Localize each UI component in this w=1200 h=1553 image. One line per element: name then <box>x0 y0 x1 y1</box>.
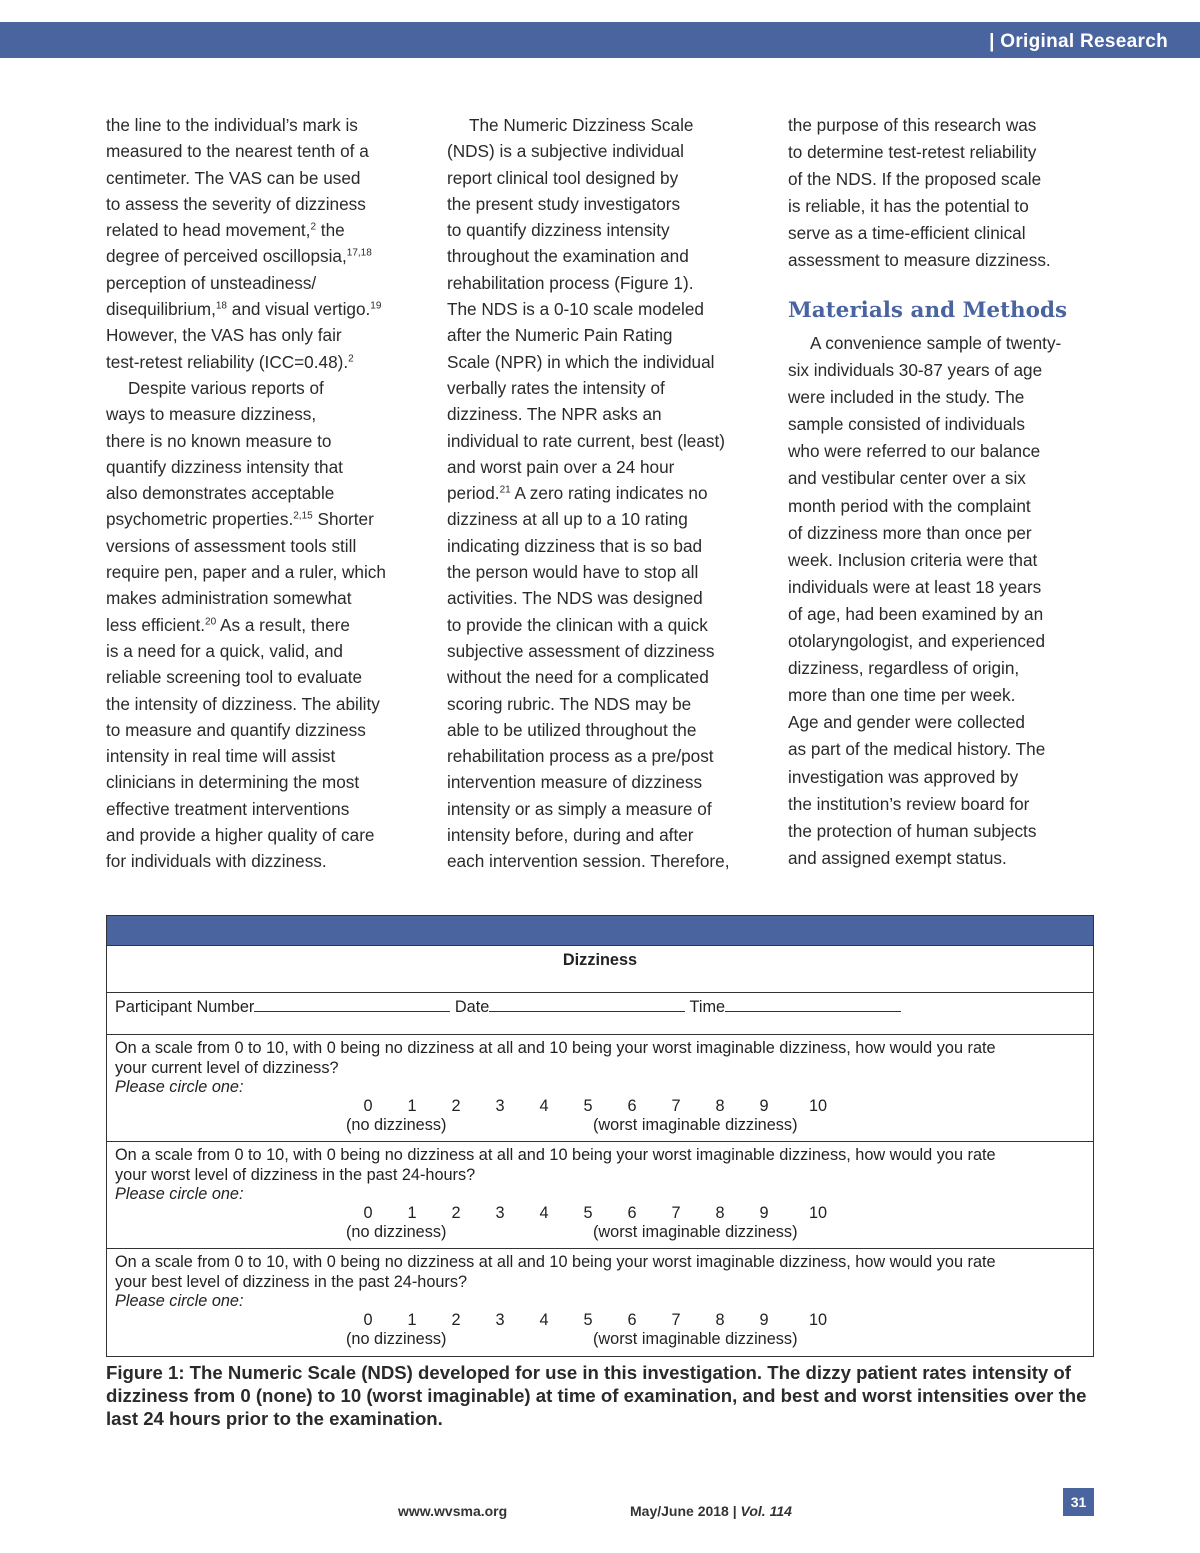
form-meta-row <box>107 993 1093 1035</box>
citation: 21 <box>499 484 511 496</box>
text-line: The NDS is a 0-10 scale modeled <box>447 299 704 320</box>
text-line: the purpose of this research was <box>788 115 1037 135</box>
text-line: and worst pain over a 24 hour <box>447 456 675 477</box>
scale-high-label: (worst imaginable dizziness) <box>593 1330 798 1348</box>
text-line: week. Inclusion criteria were that <box>788 549 1038 570</box>
rating-scale <box>107 1097 1093 1137</box>
text-line: and vestibular center over a six <box>788 468 1026 489</box>
body-column-2 <box>447 112 765 875</box>
scale-number[interactable]: 2 <box>451 1097 461 1115</box>
scale-number[interactable]: 1 <box>407 1311 417 1329</box>
question-hint: Please circle one: <box>115 1078 244 1096</box>
text-line: without the need for a complicated <box>447 667 709 688</box>
text-line: Despite various reports of <box>128 377 324 398</box>
citation: 18 <box>215 300 227 312</box>
scale-high-label: (worst imaginable dizziness) <box>593 1116 798 1134</box>
body-column-1 <box>106 112 422 875</box>
text-line: month period with the complaint <box>788 495 1031 516</box>
footer-issue-date: May/June 2018 | <box>630 1503 741 1519</box>
text-line: The Numeric Dizziness Scale <box>469 115 694 135</box>
text-line: assessment to measure dizziness. <box>788 250 1051 270</box>
text-line: scoring rubric. The NDS may be <box>447 693 692 714</box>
text-line: clinicians in determining the most <box>106 772 360 793</box>
question-hint: Please circle one: <box>115 1185 244 1203</box>
question-text: On a scale from 0 to 10, with 0 being no dizziness at all and 10 being your worst imaginable dizziness, how would you rate <box>115 1039 996 1057</box>
text-line: the protection of human subjects <box>788 820 1037 841</box>
text-line: as part of the medical history. The <box>788 739 1046 760</box>
citation: 19 <box>370 300 382 312</box>
scale-number[interactable]: 1 <box>407 1204 417 1222</box>
text-line: of the NDS. If the proposed scale <box>788 169 1042 189</box>
scale-number[interactable]: 2 <box>451 1204 461 1222</box>
text-line: dizziness, regardless of origin, <box>788 658 1020 679</box>
question-text: your best level of dizziness in the past 24-hours? <box>115 1272 468 1291</box>
text-line: intensity in real time will assist <box>106 746 336 767</box>
scale-number[interactable]: 3 <box>495 1097 505 1115</box>
text-line: indicating dizziness that is so bad <box>447 535 703 556</box>
date-label: Date <box>454 998 490 1016</box>
text-line: related to head movement, <box>106 220 311 241</box>
text-line: However, the VAS has only fair <box>106 325 342 346</box>
rating-scale <box>107 1311 1093 1351</box>
text-line: dizziness at all up to a 10 rating <box>447 509 688 530</box>
scale-number[interactable]: 0 <box>363 1204 373 1222</box>
text-line: is a need for a quick, valid, and <box>106 640 343 661</box>
scale-number[interactable]: 4 <box>539 1097 549 1115</box>
figure-title: Dizziness <box>107 946 1093 993</box>
text-line: degree of perceived oscillopsia, <box>106 246 347 267</box>
text-line: intensity or as simply a measure of <box>447 798 712 819</box>
text-line: were included in the study. The <box>788 387 1025 408</box>
text-line: reliable screening tool to evaluate <box>106 667 363 688</box>
scale-number[interactable]: 5 <box>583 1204 593 1222</box>
text-line: after the Numeric Pain Rating <box>447 325 673 346</box>
text-line: to measure and quantify dizziness <box>106 719 366 740</box>
nds-form-figure <box>106 915 1094 1357</box>
citation: 20 <box>205 615 217 627</box>
scale-low-label: (no dizziness) <box>346 1116 447 1134</box>
text-line: throughout the examination and <box>447 246 689 267</box>
text-line: the present study investigators <box>447 193 681 214</box>
scale-number[interactable]: 7 <box>671 1204 681 1222</box>
scale-number[interactable]: 6 <box>627 1097 637 1115</box>
text-line: As a result, there <box>216 614 350 635</box>
text-line: versions of assessment tools still <box>106 535 357 556</box>
text-line: also demonstrates acceptable <box>106 483 335 504</box>
text-line: rehabilitation process (Figure 1). <box>447 272 694 293</box>
text-line: A convenience sample of twenty- <box>810 333 1062 353</box>
text-line: to assess the severity of dizziness <box>106 193 366 214</box>
text-line: sample consisted of individuals <box>788 414 1025 435</box>
text-line: require pen, paper and a ruler, which <box>106 562 386 583</box>
citation: 2,15 <box>293 510 313 522</box>
text-line: otolaryngologist, and experienced <box>788 631 1046 652</box>
citation: 2 <box>348 352 354 364</box>
question-text: On a scale from 0 to 10, with 0 being no dizziness at all and 10 being your worst imaginable dizziness, how would you rate <box>115 1146 996 1164</box>
text-line: investigation was approved by <box>788 766 1019 787</box>
date-blank <box>489 997 685 1012</box>
time-label: Time <box>689 998 726 1016</box>
scale-high-label: (worst imaginable dizziness) <box>593 1223 798 1241</box>
question-text: your current level of dizziness? <box>115 1058 339 1077</box>
scale-number[interactable]: 7 <box>671 1097 681 1115</box>
body-column-3 <box>788 112 1088 872</box>
text-line: test-retest reliability (ICC=0.48). <box>106 351 349 372</box>
question-best <box>107 1249 1093 1356</box>
question-hint: Please circle one: <box>115 1292 244 1310</box>
scale-number[interactable]: 4 <box>539 1311 549 1329</box>
text-line: rehabilitation process as a pre/post <box>447 746 714 767</box>
text-line: period. <box>447 483 500 504</box>
text-line: who were referred to our balance <box>788 441 1041 462</box>
text-line: psychometric properties. <box>106 509 294 530</box>
scale-number[interactable]: 10 <box>808 1097 828 1115</box>
scale-number[interactable]: 5 <box>583 1097 593 1115</box>
text-line: report clinical tool designed by <box>447 167 679 188</box>
text-line: the institution’s review board for <box>788 793 1030 814</box>
text-line: the person would have to stop all <box>447 562 699 583</box>
question-current <box>107 1035 1093 1142</box>
scale-number[interactable]: 10 <box>808 1204 828 1222</box>
text-line: perception of unsteadiness/ <box>106 272 317 293</box>
text-line: and provide a higher quality of care <box>106 825 375 846</box>
time-blank <box>725 997 901 1012</box>
scale-number[interactable]: 4 <box>539 1204 549 1222</box>
footer-website: www.wvsma.org <box>398 1503 508 1519</box>
text-line: the intensity of dizziness. The ability <box>106 693 380 714</box>
page-number: 31 <box>1063 1488 1094 1516</box>
rating-scale <box>107 1204 1093 1244</box>
scale-number[interactable]: 0 <box>363 1311 373 1329</box>
participant-blank <box>254 997 450 1012</box>
text-line: the line to the individual’s mark is <box>106 115 358 135</box>
text-line: dizziness. The NPR asks an <box>447 404 662 425</box>
scale-number[interactable]: 3 <box>495 1204 505 1222</box>
text-line: serve as a time-efficient clinical <box>788 223 1026 243</box>
figure-header-band <box>107 916 1093 946</box>
text-line: there is no known measure to <box>106 430 332 451</box>
scale-number[interactable]: 2 <box>451 1311 461 1329</box>
text-line: able to be utilized throughout the <box>447 719 697 740</box>
scale-number[interactable]: 6 <box>627 1311 637 1329</box>
question-text: On a scale from 0 to 10, with 0 being no dizziness at all and 10 being your worst imaginable dizziness, how would you rate <box>115 1253 996 1271</box>
scale-number[interactable]: 5 <box>583 1311 593 1329</box>
text-line: for individuals with dizziness. <box>106 851 327 872</box>
scale-number[interactable]: 9 <box>759 1311 769 1329</box>
scale-number[interactable]: 10 <box>808 1311 828 1329</box>
question-text: your worst level of dizziness in the past 24-hours? <box>115 1165 476 1184</box>
scale-low-label: (no dizziness) <box>346 1330 447 1348</box>
scale-number[interactable]: 6 <box>627 1204 637 1222</box>
text-line: A zero rating indicates no <box>510 483 708 504</box>
section-heading: Materials and Methods <box>788 298 1068 323</box>
scale-number[interactable]: 9 <box>759 1097 769 1115</box>
text-line: and visual vertigo. <box>226 299 371 320</box>
text-line: to determine test-retest reliability <box>788 142 1037 162</box>
text-line: centimeter. The VAS can be used <box>106 167 361 188</box>
text-line: effective treatment interventions <box>106 798 350 819</box>
header-bar <box>0 22 1200 58</box>
scale-number[interactable]: 3 <box>495 1311 505 1329</box>
text-line: and assigned exempt status. <box>788 847 1007 868</box>
text-line: of age, had been examined by an <box>788 603 1044 624</box>
text-line: to quantify dizziness intensity <box>447 220 670 241</box>
text-line: individuals were at least 18 years <box>788 576 1042 597</box>
scale-number[interactable]: 8 <box>715 1311 725 1329</box>
scale-number[interactable]: 8 <box>715 1097 725 1115</box>
citation: 2 <box>310 221 317 233</box>
text-line: intensity before, during and after <box>447 825 694 846</box>
text-line: activities. The NDS was designed <box>447 588 703 609</box>
text-line: verbally rates the intensity of <box>447 377 665 398</box>
text-line: is reliable, it has the potential to <box>788 196 1029 216</box>
figure-caption: Figure 1: The Numeric Scale (NDS) developed for use in this investigation. The dizzy patient rates intensity of dizziness from 0 (none) to 10 (worst imaginable) at time of examination, and best and worst intensities over the last 24 hours prior to the examination. <box>106 1362 1087 1429</box>
text-line: Age and gender were collected <box>788 712 1025 733</box>
text-line: ways to measure dizziness, <box>106 404 317 425</box>
text-line: more than one time per week. <box>788 685 1016 706</box>
text-line: intervention measure of dizziness <box>447 772 703 793</box>
text-line: (NDS) is a subjective individual <box>447 141 684 162</box>
text-line: Scale (NPR) in which the individual <box>447 351 715 372</box>
scale-number[interactable]: 9 <box>759 1204 769 1222</box>
text-line: less efficient. <box>106 614 206 635</box>
citation: 17,18 <box>346 247 372 259</box>
scale-low-label: (no dizziness) <box>346 1223 447 1241</box>
text-line: disequilibrium, <box>106 299 216 320</box>
scale-number[interactable]: 1 <box>407 1097 417 1115</box>
text-line: measured to the nearest tenth of a <box>106 141 369 162</box>
text-line: makes administration somewhat <box>106 588 352 609</box>
text-line: individual to rate current, best (least) <box>447 430 725 451</box>
scale-number[interactable]: 8 <box>715 1204 725 1222</box>
footer-volume: Vol. 114 <box>740 1503 792 1519</box>
text-line: quantify dizziness intensity that <box>106 456 343 477</box>
text-line: of dizziness more than once per <box>788 522 1032 543</box>
text-line: six individuals 30-87 years of age <box>788 360 1043 381</box>
question-worst <box>107 1142 1093 1249</box>
text-line: subjective assessment of dizziness <box>447 640 715 661</box>
text-line: Shorter <box>312 509 374 530</box>
scale-number[interactable]: 7 <box>671 1311 681 1329</box>
text-line: the <box>316 220 345 241</box>
text-line: each intervention session. Therefore, <box>447 851 730 872</box>
text-line: to provide the clinican with a quick <box>447 614 708 635</box>
scale-number[interactable]: 0 <box>363 1097 373 1115</box>
participant-label: Participant Number <box>115 998 255 1016</box>
footer-issue <box>630 1503 792 1519</box>
section-label: | Original Research <box>989 31 1168 52</box>
